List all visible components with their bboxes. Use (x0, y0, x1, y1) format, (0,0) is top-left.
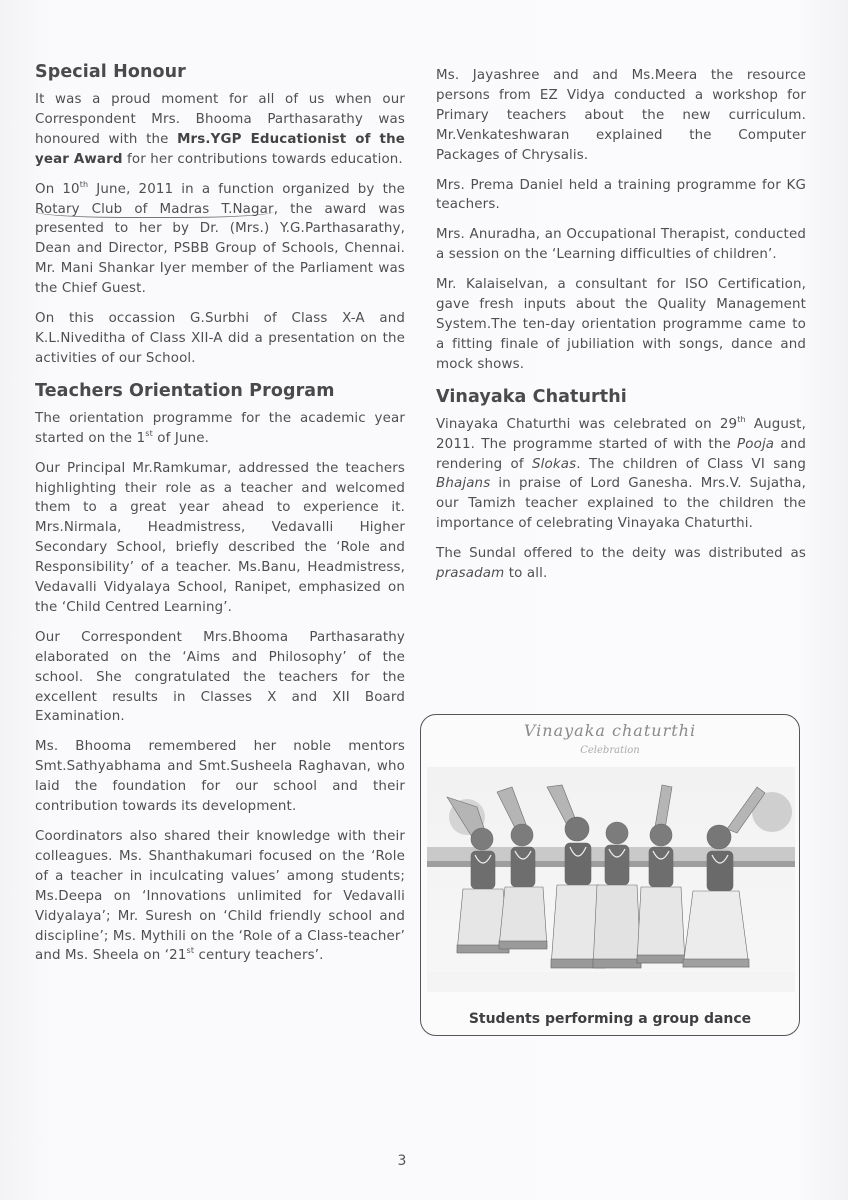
vinayaka-chaturthi-section (436, 387, 806, 584)
photo-caption: Students performing a group dance (468, 1011, 752, 1027)
vinayaka-paragraph-2: The Sundal offered to the deity was distributed as prasadam to all. (436, 546, 806, 582)
special-honour-paragraph-3: On this occassion G.Surbhi of Class X-A and K.L.Niveditha of Class XII-A did a presentation on the activities of our School. (35, 311, 405, 366)
left-column (35, 62, 405, 976)
orientation-continued-paragraph-2: Mrs. Prema Daniel held a training programme for KG teachers. (436, 177, 806, 213)
orientation-continued-paragraph-3: Mrs. Anuradha, an Occupational Therapist, conducted a session on the ‘Learning difficulties of children’. (436, 227, 806, 263)
special-honour-section (35, 62, 405, 369)
orientation-paragraph-3: Our Correspondent Mrs.Bhooma Parthasarathy elaborated on the ‘Aims and Philosophy’ of the school. She congratulated the teachers for the excellent results in Classes X and XII Board Examination. (35, 629, 405, 725)
special-honour-paragraph-1: It was a proud moment for all of us when our Correspondent Mrs. Bhooma Parthasarathy was honoured with the Mrs.YGP Educationist of the year Award for her contributions towards education. (35, 92, 405, 167)
handwritten-underline: Rotary Club of Madras T.Nagar (35, 201, 274, 217)
orientation-continued-paragraph-4: Mr. Kalaiselvan, a consultant for ISO Certification, gave fresh inputs about the Quality Management System.The ten-day orientation programme came to a fitting finale of jubiliation with songs, dance and mock shows. (436, 277, 806, 372)
photo-handwritten-subtitle: Celebration (580, 745, 640, 756)
teachers-orientation-section (35, 381, 405, 967)
orientation-paragraph-2: Our Principal Mr.Ramkumar, addressed the teachers highlighting their role as a teacher and welcomed them to a great year ahead to experience it. Mrs.Nirmala, Headmistress, Vedavalli Higher Secondary School, briefly described the ‘Role and Responsibility’ of a teacher. Ms.Banu, Headmistress, Vedavalli Vidyalaya School, Ranipet, emphasized on the ‘Child Centred Learning’. (35, 460, 405, 615)
page-number: 3 (397, 1153, 407, 1169)
right-column (436, 66, 806, 594)
teachers-orientation-heading: Teachers Orientation Program (35, 380, 335, 401)
photo-handwritten-title: Vinayaka chaturthi (523, 721, 697, 740)
special-honour-paragraph-2: On 10th June, 2011 in a function organized by the Rotary Club of Madras T.Nagar, the award was presented to her by Dr. (Mrs.) Y.G.Parthasarathy, Dean and Director, PSBB Group of Schools, Chennai. Mr. Mani Shankar Iyer member of the Parliament was the Chief Guest. (35, 179, 405, 297)
orientation-paragraph-5: Coordinators also shared their knowledge with their colleagues. Ms. Shanthakumari focused on the ‘Role of a teacher in inculcating values’ among students; Ms.Deepa on ‘Innovations unlimited for Vedavalli Vidyalaya’; Mr. Suresh on ‘Child friendly school and discipline’; Ms. Mythili on the ‘Role of a Class-teacher’ and Ms. Sheela on ‘21st century teachers’. (35, 829, 405, 964)
group-dance-photo (427, 767, 795, 992)
vinayaka-chaturthi-heading: Vinayaka Chaturthi (436, 386, 627, 407)
vinayaka-paragraph-1: Vinayaka Chaturthi was celebrated on 29th August, 2011. The programme started of with the Pooja and rendering of Slokas. The children of Class VI sang Bhajans in praise of Lord Ganesha. Mrs.V. Sujatha, our Tamizh teacher explained to the children the importance of celebrating Vinayaka Chaturthi. (436, 414, 806, 532)
orientation-continued-section (436, 66, 806, 375)
special-honour-heading: Special Honour (35, 62, 186, 82)
orientation-continued-paragraph-1: Ms. Jayashree and and Ms.Meera the resource persons from EZ Vidya conducted a workshop for Primary teachers about the new curriculum. Mr.Venkateshwaran explained the Computer Packages of Chrysalis. (436, 68, 806, 163)
orientation-paragraph-1: The orientation programme for the academic year started on the 1st of June. (35, 410, 405, 446)
award-name: Mrs.YGP Educationist of the year Award (35, 131, 405, 167)
dance-photo-frame (420, 714, 800, 1036)
orientation-paragraph-4: Ms. Bhooma remembered her noble mentors Smt.Sathyabhama and Smt.Susheela Raghavan, who laid the foundation for our school and their contribution towards its development. (35, 739, 405, 815)
